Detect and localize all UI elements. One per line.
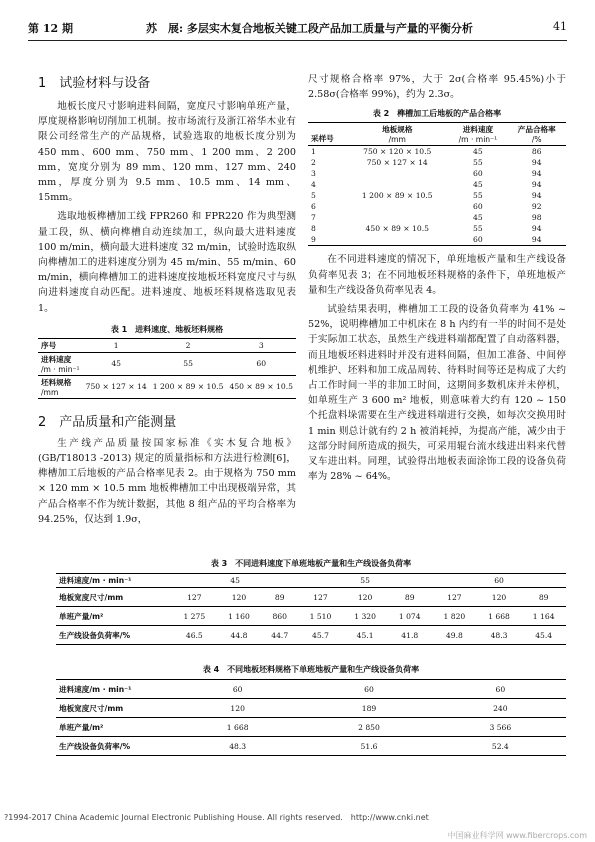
t2-cell: 55	[473, 191, 483, 201]
page-number: 41	[553, 20, 567, 33]
t2-unit: /%	[531, 135, 542, 145]
table-cell: 49.8	[445, 630, 463, 640]
t1-speed-label-text: 进料速度	[41, 354, 72, 364]
table-row	[308, 179, 566, 190]
section-2-heading: 2 产品质量和产能测量	[38, 414, 177, 430]
table-cell: 3 566	[489, 722, 512, 732]
table-row	[308, 168, 566, 179]
paragraph-table-refs: 在不同进料速度的情况下，单班地板产量和生产线设备负荷率见表 3；在不同地板坯料规格的条件下，单班地板产量和生产线设备负荷率见表 4。	[308, 254, 566, 296]
t1-cell: 55	[183, 359, 193, 369]
t2-cell: 750 × 127 × 14	[366, 158, 428, 168]
t2-header	[346, 123, 448, 146]
t2-cell: 60	[473, 202, 483, 212]
t2-header-text: 地板规格	[382, 125, 413, 135]
table-cell: 120	[491, 592, 507, 602]
t2-cell: 60	[473, 235, 483, 245]
t2-header: 采样号	[311, 134, 334, 144]
table-cell: 1 074	[398, 611, 421, 621]
t2-cell: 94	[531, 180, 542, 190]
table-row	[308, 190, 566, 201]
t2-cell: 6	[311, 202, 316, 212]
table-row	[308, 157, 566, 168]
t2-cell	[346, 179, 448, 190]
table-row	[308, 201, 566, 212]
t1-header-col: 2	[185, 340, 191, 350]
t2-cell: 94	[531, 169, 542, 179]
running-title: 苏 展: 多层实木复合地板关键工段产品加工质量与产量的平衡分析	[146, 22, 473, 35]
left-column	[38, 72, 296, 527]
table-1-caption: 表 1 进料速度、地板坯料规格	[110, 324, 224, 334]
t4-width-label: 地板宽度尺寸/mm	[59, 703, 124, 713]
t2-cell: 2	[311, 158, 316, 168]
table-row	[308, 146, 566, 158]
t2-cell: 3	[311, 169, 316, 179]
t2-cell: 4	[311, 180, 316, 190]
table-3-caption: 表 3 不同进料速度下单班地板产量和生产线设备负荷率	[210, 559, 412, 568]
table-row	[308, 212, 566, 223]
table-cell: 1 668	[488, 611, 510, 621]
paragraph-sigma: 尺寸规格合格率 97%，大于 2σ(合格率 95.45%)小于 2.58σ(合格率 99%)，约为 2.3σ。	[308, 74, 566, 101]
table-cell: 1 160	[228, 611, 250, 621]
t3-width-label: 地板宽度尺寸/mm	[59, 592, 124, 602]
table-cell: 45.7	[312, 630, 329, 640]
t1-header-index: 序号	[41, 340, 57, 350]
table-cell: 41.8	[401, 630, 419, 640]
table-cell: 860	[272, 611, 287, 621]
t2-cell: 750 × 120 × 10.5	[363, 147, 432, 157]
t2-cell: 7	[311, 213, 316, 223]
table-cell: 51.6	[360, 741, 378, 751]
t3-speed: 55	[360, 576, 370, 585]
t2-cell: 60	[473, 169, 483, 179]
table-cell: 127	[313, 592, 328, 602]
t2-header-text: 进料速度	[462, 125, 494, 135]
t2-cell: 86	[531, 147, 542, 157]
t1-header-col: 1	[113, 340, 119, 350]
table-cell: 2 850	[358, 722, 380, 732]
running-header	[28, 16, 567, 40]
t2-cell: 1 200 × 89 × 10.5	[361, 191, 433, 201]
t1-header-col: 3	[258, 340, 264, 350]
table-cell: 52.4	[491, 741, 509, 751]
t3-speed-label: 进料速度/m · min⁻¹	[59, 576, 132, 585]
t2-cell	[346, 212, 448, 223]
table-cell: 1 510	[309, 611, 332, 621]
table-cell: 46.5	[185, 630, 203, 640]
table-cell: 120	[357, 592, 373, 602]
t1-cell: 60	[256, 359, 267, 369]
t2-unit: /mm	[388, 135, 406, 145]
t1-spec-label-text: 坯料规格	[41, 377, 72, 387]
table-4-block	[56, 664, 566, 756]
table-cell: 1 320	[354, 611, 376, 621]
table-row	[308, 234, 566, 246]
table-1	[38, 338, 296, 399]
t3-load-label: 生产线设备负荷率/%	[59, 630, 131, 640]
t2-cell: 94	[531, 191, 542, 201]
table-cell: 89	[404, 592, 415, 602]
t1-cell: 450 × 89 × 10.5	[229, 382, 293, 392]
table-cell: 189	[361, 703, 377, 713]
header-rule	[28, 40, 567, 41]
table-cell: 45.4	[535, 630, 553, 640]
t2-cell	[346, 201, 448, 212]
t2-cell	[346, 168, 448, 179]
t2-cell: 45	[473, 213, 483, 223]
table-cell: 48.3	[490, 630, 508, 640]
t3-output-label: 单班产量/m²	[59, 611, 104, 621]
t2-header	[508, 123, 566, 146]
table-cell: 240	[493, 703, 508, 713]
table-cell: 60	[495, 684, 506, 694]
t2-cell: 92	[531, 202, 542, 212]
t1-spec-label	[38, 375, 83, 398]
issue-number: 第 12 期	[28, 22, 73, 35]
table-row	[308, 223, 566, 234]
table-cell: 60	[364, 684, 374, 694]
section-1-heading: 1 试验材料与设备	[38, 76, 151, 91]
t2-header	[448, 123, 507, 146]
table-cell: 60	[232, 684, 243, 694]
t2-cell: 55	[473, 224, 483, 234]
t3-speed: 45	[230, 576, 240, 585]
t2-cell: 45	[473, 147, 483, 157]
table-cell: 127	[187, 592, 202, 602]
t2-cell: 5	[311, 191, 316, 201]
table-2	[308, 122, 566, 246]
t2-cell: 45	[473, 180, 483, 190]
t4-output-label: 单班产量/m²	[59, 722, 104, 732]
table-cell: 1 820	[443, 611, 466, 621]
copyright-text: ?1994-2017 China Academic Journal Electronic Publishing House. All rights reserved. http://www.cnki.net	[4, 813, 429, 822]
t2-cell	[346, 234, 448, 246]
t2-header-text: 产品合格率	[517, 125, 556, 135]
table-cell: 127	[447, 592, 462, 602]
t1-cell: 750 × 127 × 14	[85, 382, 147, 392]
paragraph-line-selection: 选取地板榫槽加工线 FPR260 和 FPR220 作为典型测量工段，纵、横向榫槽自动连续加工，纵向最大进料速度 100 m/min，横向最大进料速度 32 m/min，试验时选取纵向榫槽加工的进料速度分别为 45 m/min、55 m/min、60 m/min，横向榫槽加工的进料速度按地板坯料宽度尺寸与纵向进料速度自动匹配。进料速度、地板坯料规格选取见表 1。	[38, 211, 296, 314]
t2-cell: 450 × 89 × 10.5	[365, 224, 429, 234]
t2-unit: /m · min⁻¹	[458, 135, 498, 145]
table-cell: 48.3	[229, 741, 247, 751]
table-cell: 44.8	[230, 630, 248, 640]
t2-cell: 9	[311, 235, 316, 245]
t4-load-label: 生产线设备负荷率/%	[59, 741, 131, 751]
t1-speed-label	[38, 352, 83, 375]
watermark: 中国麻业科学网 www.fibercrops.com	[447, 831, 587, 840]
table-cell: 120	[230, 703, 245, 713]
paragraph-materials: 地板长度尺寸影响进料间隔，宽度尺寸影响单班产量，厚度规格影响切削加工机制。按市场流行及浙江裕华木业有限公司经常生产的产品规格，试验选取的地板长度分别为 450 mm、600 mm、750 mm、1 200 mm、2 200 mm，宽度分别为 89 mm、120 mm、127 mm、240 mm，厚度分别为 9.5 mm、10.5 mm、14 mm、15mm。	[38, 101, 296, 204]
t4-speed-label: 进料速度/m · min⁻¹	[59, 684, 132, 694]
t2-cell: 94	[531, 158, 542, 168]
t1-cell: 45	[111, 359, 121, 369]
right-column	[308, 72, 566, 484]
t1-spec-unit: /mm	[41, 387, 59, 397]
table-cell: 1 164	[532, 611, 555, 621]
table-cell: 89	[538, 592, 549, 602]
table-cell: 120	[231, 592, 247, 602]
t2-cell: 98	[531, 213, 542, 223]
table-cell: 45.1	[356, 630, 374, 640]
table-4-caption: 表 4 不同地板坯料规格下单班地板产量和生产线设备负荷率	[202, 665, 420, 674]
table-3	[56, 573, 566, 645]
paragraph-quality: 生产线产品质量按国家标准《实木复合地板》(GB/T18013 -2013) 规定的质量指标和方法进行检测[6]，榫槽加工后地板的产品合格率见表 2。由于规格为 750 mm × 120 mm × 10.5 mm 地板榫槽加工中出现极端异常，其产品合格率不作为统计数据，其他 8 组产品的平均合格率为 94.25%，仅达到 1.9σ，	[38, 437, 296, 525]
table-2-body	[308, 146, 566, 246]
table-cell: 89	[274, 592, 285, 602]
t1-cell: 1 200 × 89 × 10.5	[152, 382, 224, 392]
table-2-caption: 表 2 榫槽加工后地板的产品合格率	[372, 109, 502, 119]
t2-cell: 94	[531, 224, 542, 234]
paragraph-results: 试验结果表明，榫槽加工工段的设备负荷率为 41% ~ 52%，说明榫槽加工中机床在 8 h 内约有一半的时间不是处于实际加工状态，虽然生产线进料端都配置了自动落料器，而且地板坯料进料时并没有进料间隔，但加工准备、中间停机维护、坯料和加工成品周转、待料时间等还是构成了大约占工作时间一半的非加工时间，这期间多数机床并未停机，如单班生产 3 600 m² 地板，则意味着大约有 120 ~ 150 个托盘料垛需要在生产线进料端进行交换，如每次交换用时 1 min 则总计就有约 2 h 被消耗掉，为提高产能，减少由于这部分时间所造成的损失，可采用辊台流水线进出料来代替叉车进出料。同理，试验得出地板表面涂饰工段的设备负荷率为 28% ~ 64%。	[308, 304, 566, 483]
t2-cell: 55	[473, 158, 483, 168]
table-4	[56, 679, 566, 756]
t3-speed: 60	[494, 576, 504, 585]
table-cell: 1 668	[226, 722, 249, 732]
t2-cell: 1	[311, 147, 316, 157]
table-cell: 1 275	[183, 611, 206, 621]
t2-cell: 8	[311, 224, 316, 234]
table-3-block	[56, 558, 566, 645]
t2-cell: 94	[531, 235, 542, 245]
table-cell: 44.7	[271, 630, 289, 640]
t1-speed-unit: /m · min⁻¹	[41, 364, 80, 374]
copyright-footer	[0, 812, 595, 823]
